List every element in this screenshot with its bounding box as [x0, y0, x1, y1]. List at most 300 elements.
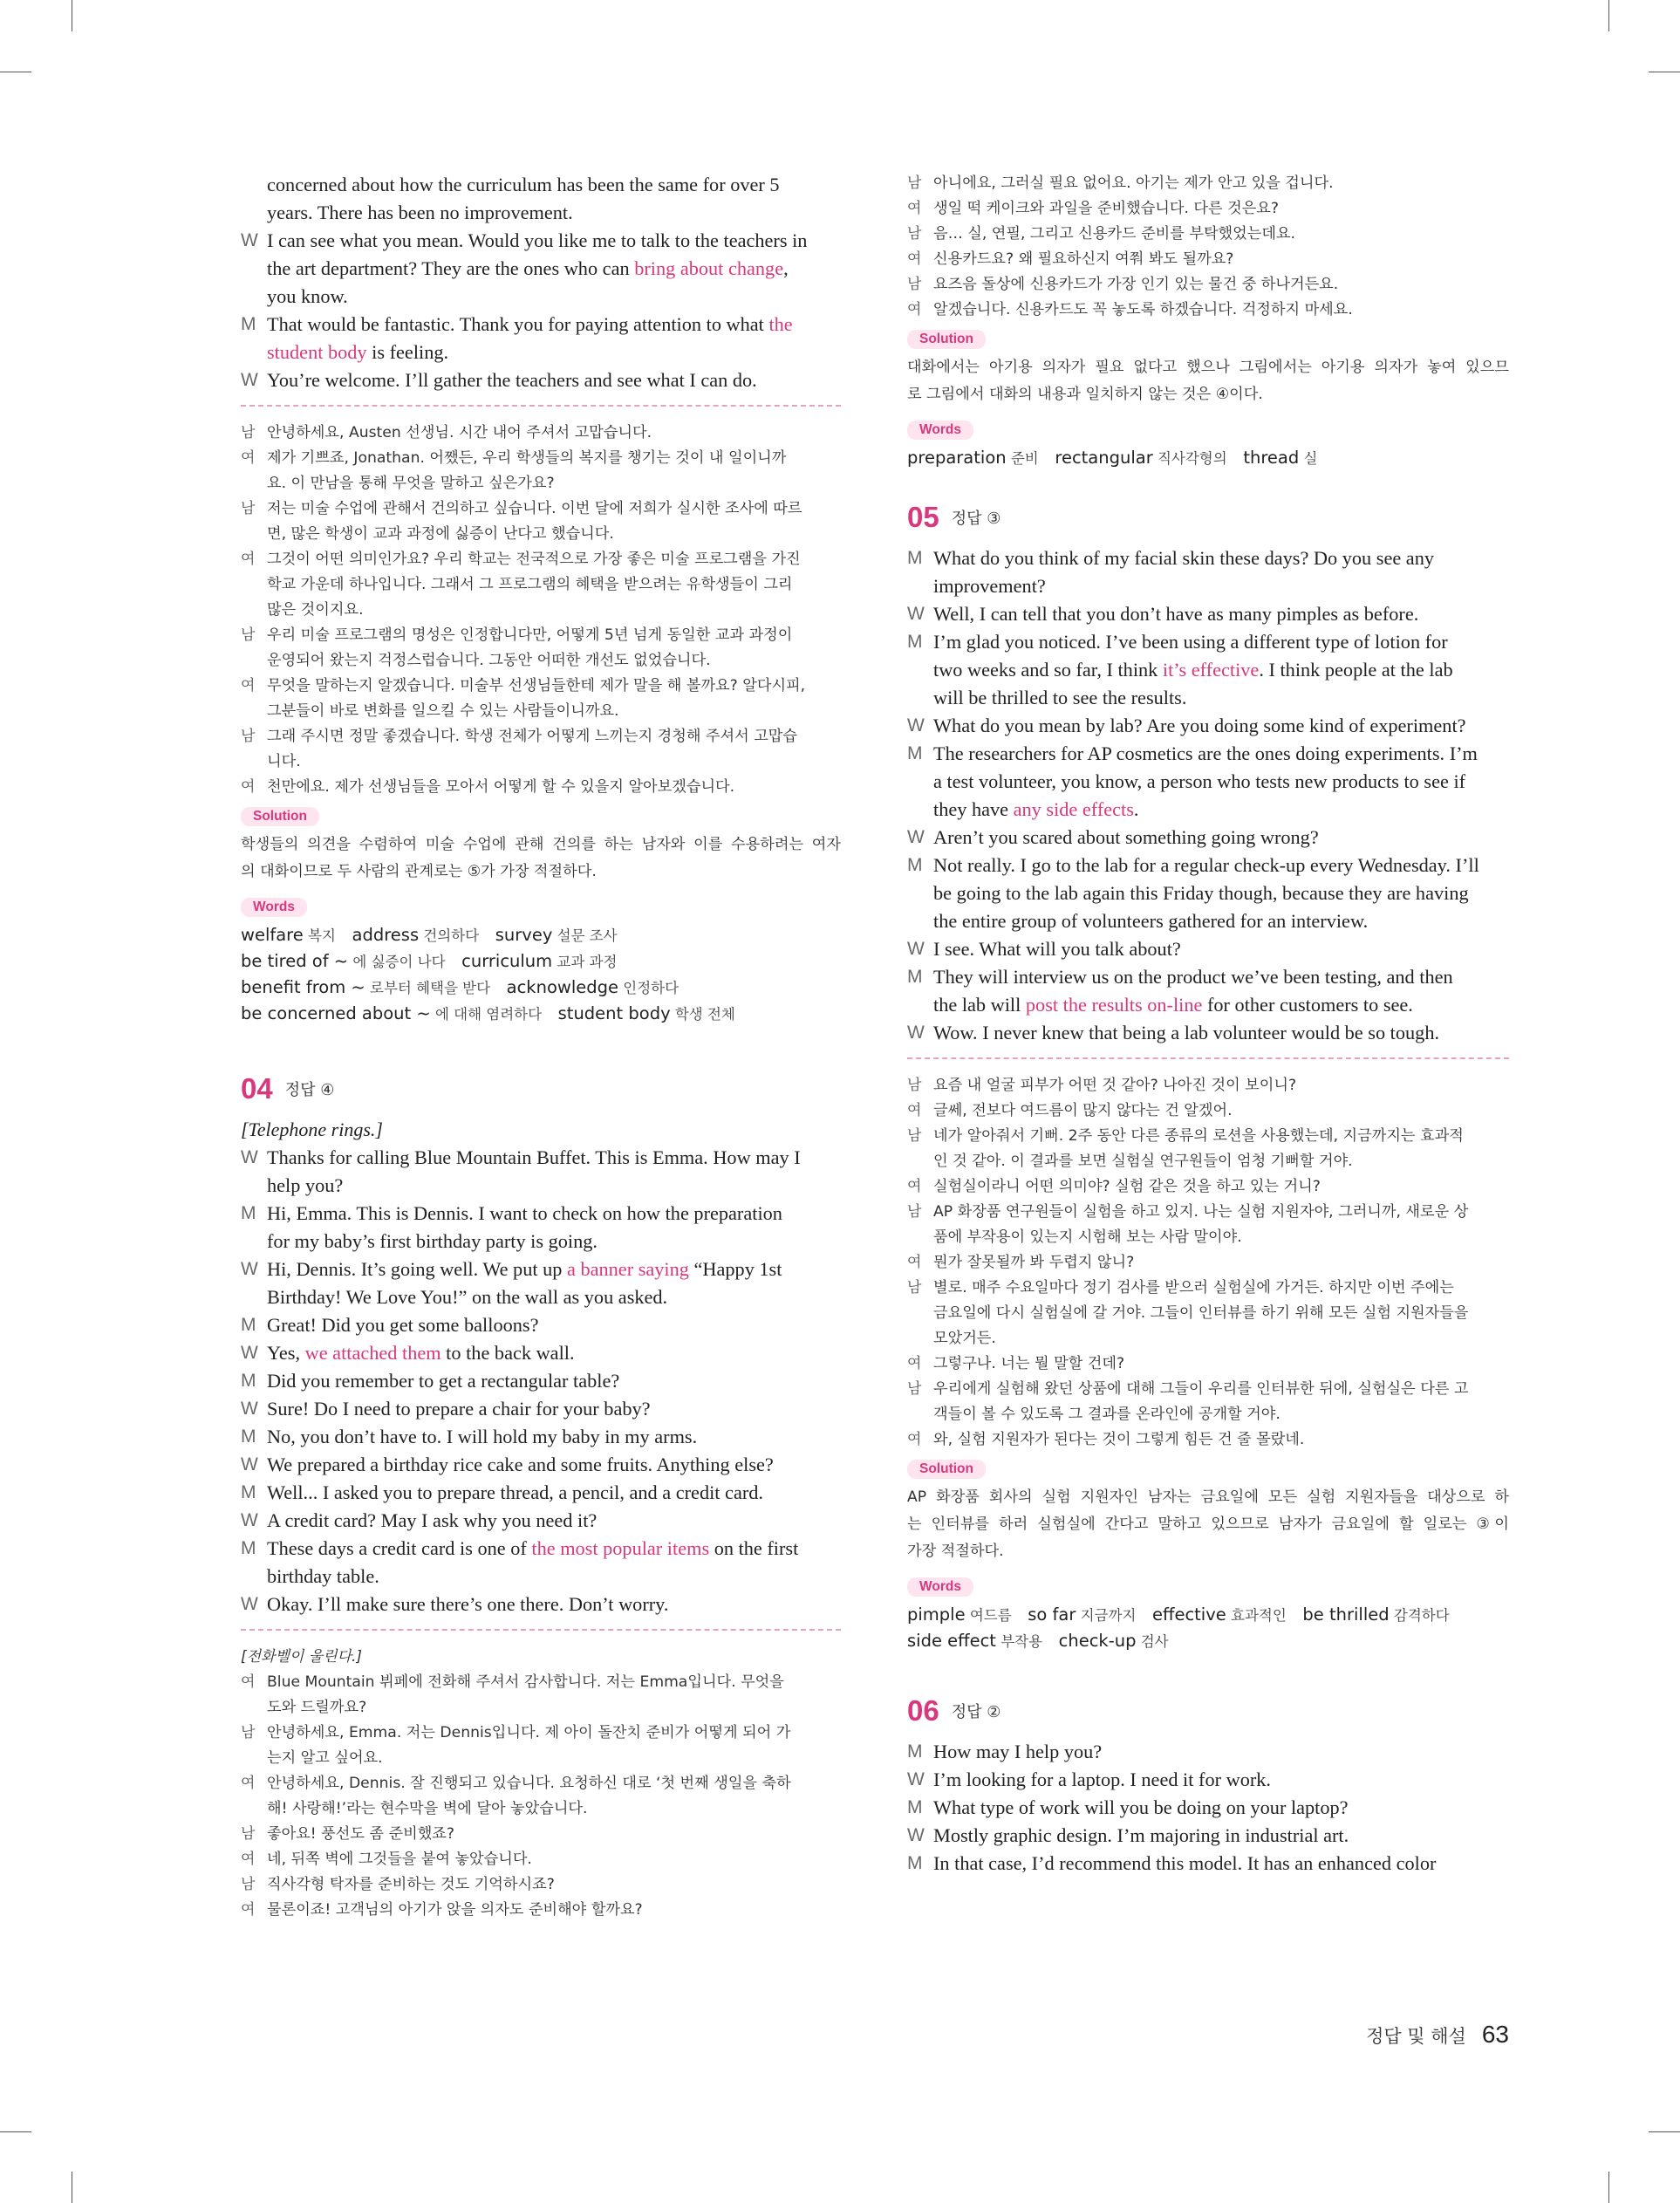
translation-text: 알겠습니다. 신용카드도 꼭 놓도록 하겠습니다. 걱정하지 마세요.: [933, 301, 1353, 318]
dialogue-line: [907, 656, 1509, 684]
translation-text: 아니에요, 그러실 필요 없어요. 아기는 제가 안고 있을 겁니다.: [933, 174, 1334, 192]
translation-line: [241, 749, 841, 775]
translation-line: [241, 547, 841, 572]
speaker-label: 여: [907, 1431, 922, 1448]
speaker-label: 여: [907, 301, 922, 318]
speaker-label: W: [907, 827, 925, 847]
translation-line: [907, 222, 1509, 247]
dialogue-line: [907, 628, 1509, 656]
speaker-label: M: [907, 1741, 923, 1762]
translation-line: [907, 1073, 1509, 1098]
translation-line: [907, 298, 1509, 323]
words-row: [907, 445, 1509, 471]
text-run: Thanks for calling Blue Mountain Buffet. This is Emma. How may I: [267, 1146, 801, 1168]
translation-line: [241, 1695, 841, 1721]
speaker-label: 여: [907, 1178, 922, 1195]
speaker-label: M: [241, 1426, 256, 1447]
word-en: so far: [1028, 1604, 1076, 1625]
speaker-label: 남: [907, 1077, 922, 1094]
word-ko: 감격하다: [1389, 1607, 1450, 1624]
highlighted-phrase: post the results on-line: [1025, 994, 1203, 1016]
text-run: In that case, I’d recommend this model. It has an enhanced color: [933, 1852, 1437, 1874]
text-run: Birthday! We Love You!” on the wall as you asked.: [267, 1286, 668, 1308]
dialogue-line: [241, 1591, 841, 1618]
word-en: side effect: [907, 1631, 996, 1651]
speaker-label: M: [907, 548, 923, 568]
word-en: student body: [557, 1003, 671, 1023]
translation-line: [907, 1174, 1509, 1200]
word-ko: 복지: [303, 927, 336, 944]
word-en: be concerned about ~: [241, 1003, 431, 1023]
translation-text: 저는 미술 수업에 관해서 건의하고 싶습니다. 이번 달에 저희가 실시한 조사에 따르: [267, 500, 802, 517]
speaker-label: 여: [907, 1254, 922, 1271]
translation-line: [907, 1149, 1509, 1174]
speaker-label: 여: [241, 1851, 256, 1868]
highlighted-phrase: the most popular items: [531, 1537, 710, 1559]
left-column: [241, 171, 841, 1923]
speaker-label: M: [907, 743, 923, 763]
translation-text: 그것이 어떤 의미인가요? 우리 학교는 전국적으로 가장 좋은 미술 프로그램을 가진: [267, 551, 801, 568]
text-run: . I think people at the lab: [1259, 659, 1453, 681]
translation-text: 요즈음 돌상에 신용카드가 가장 인기 있는 물건 중 하나거든요.: [933, 276, 1339, 293]
text-run: Well, I can tell that you don’t have as many pimples as before.: [933, 603, 1419, 625]
solution-line: AP 화장품 회사의 실험 지원자인 남자는 금요일에 모든 실험 지원자들을 대상으로 하: [907, 1488, 1509, 1506]
words-row: [241, 975, 841, 1001]
text-run: I’m glad you noticed. I’ve been using a different type of lotion for: [933, 631, 1448, 653]
speaker-label: 남: [241, 626, 256, 644]
text-run: Not really. I go to the lab for a regular check-up every Wednesday. I’ll: [933, 854, 1479, 876]
speaker-label: 남: [907, 1380, 922, 1398]
word-ko: 건의하다: [419, 927, 480, 944]
text-run: years. There has been no improvement.: [267, 202, 573, 223]
crop-mark: [0, 2131, 31, 2132]
dialogue-line: [241, 1367, 841, 1395]
translation-text: 와, 실험 지원자가 된다는 것이 그렇게 힘든 건 줄 몰랐네.: [933, 1431, 1305, 1448]
highlighted-phrase: it’s effective: [1162, 659, 1260, 681]
words-row: [907, 1602, 1509, 1628]
q05-translation: [907, 1073, 1509, 1453]
text-run: We prepared a birthday rice cake and some fruits. Anything else?: [267, 1454, 774, 1475]
dialogue-line: [241, 1395, 841, 1423]
speaker-label: 여: [907, 200, 922, 217]
translation-line: [241, 674, 841, 699]
word-ko: 여드름: [965, 1607, 1012, 1624]
translation-text: 그분들이 바로 변화를 일으킬 수 있는 사람들이니까요.: [267, 702, 619, 720]
dialogue-line: [241, 1451, 841, 1479]
translation-line: [907, 1402, 1509, 1427]
dialogue-line: [907, 1794, 1509, 1822]
translation-line: [241, 446, 841, 471]
translation-text: 많은 것이지요.: [267, 601, 364, 619]
translation-line: [907, 171, 1509, 196]
translation-text: 그렇구나. 너는 뭘 말할 건데?: [933, 1355, 1125, 1372]
text-run: “Happy 1st: [688, 1258, 782, 1280]
text-run: You’re welcome. I’ll gather the teachers and see what I can do.: [267, 369, 757, 391]
page-footer: [1366, 2021, 1509, 2049]
words-row: [907, 1628, 1509, 1654]
speaker-label: W: [907, 1769, 925, 1789]
translation-text: Blue Mountain 뷔페에 전화해 주셔서 감사합니다. 저는 Emma입니다. 무엇을: [267, 1673, 784, 1691]
speaker-label: M: [241, 1315, 256, 1335]
dialogue-line: [241, 1563, 841, 1591]
solution-label: Solution: [907, 1460, 986, 1479]
dialogue-line: [907, 935, 1509, 963]
translation-text: 무엇을 말하는지 알겠습니다. 미술부 선생님들한테 제가 말을 해 볼까요? 알다시피,: [267, 677, 806, 694]
text-run: you know.: [267, 285, 348, 307]
word-ko: 지금까지: [1076, 1607, 1137, 1624]
translation-line: [907, 1200, 1509, 1225]
text-run: A credit card? May I ask why you need it?: [267, 1509, 598, 1531]
dialogue-line: [241, 199, 841, 227]
dialogue-line: [241, 227, 841, 255]
translation-text: 학교 가운데 하나입니다. 그래서 그 프로그램의 혜택을 받으려는 유학생들이 그리: [267, 576, 793, 593]
crop-mark: [1649, 2131, 1680, 2132]
text-run: How may I help you?: [933, 1741, 1103, 1762]
speaker-label: 남: [241, 728, 256, 745]
dialogue-line: [241, 366, 841, 394]
q03-words: [241, 922, 841, 1027]
dialogue-line: [907, 684, 1509, 712]
divider: [241, 405, 841, 407]
word-en: be thrilled: [1302, 1604, 1390, 1625]
q05-number: 05: [907, 501, 939, 533]
text-run: be going to the lab again this Friday though, because they are having: [933, 882, 1469, 904]
translation-text: 요즘 내 얼굴 피부가 어떤 것 같아? 나아진 것이 보이니?: [933, 1077, 1297, 1094]
text-run: Mostly graphic design. I’m majoring in industrial art.: [933, 1824, 1349, 1846]
speaker-label: M: [241, 1538, 256, 1558]
q06-header: [907, 1694, 1509, 1733]
translation-text: AP 화장품 연구원들이 실험을 하고 있지. 나는 실험 지원자야, 그러니까, 새로운 상: [933, 1203, 1469, 1221]
speaker-label: 남: [241, 500, 256, 517]
translation-line: [241, 1822, 841, 1847]
translation-text: 우리에게 실험해 왔던 상품에 대해 그들이 우리를 인터뷰한 뒤에, 실험실은 다른 고: [933, 1380, 1469, 1398]
translation-text: 니다.: [267, 753, 301, 770]
words-row: [241, 1001, 841, 1027]
dialogue-line: [907, 824, 1509, 852]
q04-dialogue: [241, 1144, 841, 1618]
word-en: acknowledge: [506, 977, 619, 997]
text-run: for other customers to see.: [1202, 994, 1413, 1016]
translation-line: [241, 648, 841, 674]
translation-line: [241, 1746, 841, 1771]
word-ko: 직사각형의: [1152, 450, 1227, 467]
translation-line: [907, 1250, 1509, 1276]
translation-text: 실험실이라니 어떤 의미야? 실험 같은 것을 하고 있는 거니?: [933, 1178, 1321, 1195]
solution-label: Solution: [907, 330, 986, 349]
text-run: Great! Did you get some balloons?: [267, 1314, 539, 1336]
dialogue-line: [241, 1200, 841, 1228]
word-en: curriculum: [461, 951, 553, 971]
speaker-label: M: [241, 1203, 256, 1223]
speaker-label: M: [241, 1482, 256, 1502]
word-en: survey: [495, 925, 553, 945]
translation-text: 우리 미술 프로그램의 명성은 인정합니다만, 어떻게 5년 넘게 동일한 교과 과정이: [267, 626, 793, 644]
highlighted-phrase: we attached them: [304, 1342, 441, 1364]
speaker-label: 여: [907, 1102, 922, 1119]
translation-line: [907, 1377, 1509, 1402]
translation-text: 직사각형 탁자를 준비하는 것도 기억하시죠?: [267, 1876, 555, 1893]
dialogue-line: [907, 600, 1509, 628]
translation-line: [241, 522, 841, 547]
speaker-label: W: [241, 1399, 258, 1419]
word-ko: 설문 조사: [552, 927, 618, 944]
translation-line: [907, 1301, 1509, 1326]
dialogue-line: [907, 796, 1509, 824]
translation-text: 제가 기쁘죠, Jonathan. 어쨌든, 우리 학생들의 복지를 챙기는 것이 내 일이니까: [267, 449, 787, 467]
speaker-label: M: [907, 967, 923, 987]
speaker-label: 남: [241, 1876, 256, 1893]
translation-line: [907, 196, 1509, 222]
text-run: Did you remember to get a rectangular table?: [267, 1370, 620, 1392]
translation-text: 면, 많은 학생이 교과 과정에 싫증이 난다고 했습니다.: [267, 525, 614, 543]
text-run: Aren’t you scared about something going wrong?: [933, 826, 1319, 848]
solution-line: 학생들의 의견을 수렴하여 미술 수업에 관해 건의를 하는 남자와 이를 수용하려는 여자: [241, 836, 841, 853]
text-run: for my baby’s first birthday party is going.: [267, 1230, 598, 1252]
text-run: Hi, Dennis. It’s going well. We put up: [267, 1258, 567, 1280]
speaker-label: 여: [241, 449, 256, 467]
text-run: will be thrilled to see the results.: [933, 687, 1187, 708]
speaker-label: M: [907, 1853, 923, 1873]
text-run: Wow. I never knew that being a lab volunteer would be so tough.: [933, 1022, 1440, 1043]
dialogue-line: [241, 1423, 841, 1451]
dialogue-line: [907, 907, 1509, 935]
speaker-label: W: [907, 939, 925, 959]
word-en: address: [352, 925, 420, 945]
speaker-label: W: [241, 230, 258, 250]
dialogue-line: [907, 852, 1509, 879]
text-run: a test volunteer, you know, a person who tests new products to see if: [933, 770, 1466, 792]
speaker-label: M: [907, 632, 923, 652]
dialogue-line: [241, 339, 841, 366]
text-run: What type of work will you be doing on your laptop?: [933, 1796, 1349, 1818]
q04-words: [907, 445, 1509, 471]
translation-text: 별로. 매주 수요일마다 정기 검사를 받으러 실험실에 가거든. 하지만 이번 주에는: [933, 1279, 1454, 1296]
dialogue-line: [907, 572, 1509, 600]
right-column: [907, 171, 1509, 1878]
speaker-label: M: [907, 1797, 923, 1817]
word-en: rectangular: [1055, 448, 1153, 468]
dialogue-line: [907, 1850, 1509, 1878]
dialogue-line: [241, 1144, 841, 1172]
dialogue-line: [241, 1339, 841, 1367]
q05-answer: 정답 ③: [951, 510, 1001, 528]
q03-dialogue-end: [241, 171, 841, 394]
text-run: they have: [933, 798, 1014, 820]
speaker-label: W: [907, 715, 925, 735]
dialogue-line: [907, 712, 1509, 740]
dialogue-line: [907, 1738, 1509, 1766]
translation-text: 해! 사랑해!’라는 현수막을 벽에 달아 놓았습니다.: [267, 1800, 588, 1817]
speaker-label: 남: [907, 1203, 922, 1221]
translation-line: [241, 623, 841, 648]
speaker-label: 여: [241, 1673, 256, 1691]
q06-dialogue: [907, 1738, 1509, 1878]
translation-line: [241, 598, 841, 623]
dialogue-line: [241, 255, 841, 283]
speaker-label: W: [241, 1343, 258, 1363]
text-run: Yes,: [267, 1342, 305, 1364]
words-label: Words: [907, 421, 973, 440]
speaker-label: W: [907, 1825, 925, 1845]
translation-text: 도와 드릴까요?: [267, 1699, 367, 1716]
dialogue-line: [241, 283, 841, 311]
translation-text: 뭔가 잘못될까 봐 두렵지 않니?: [933, 1254, 1135, 1271]
q04-translation: [241, 1670, 841, 1923]
speaker-label: M: [907, 855, 923, 875]
footer-label: 정답 및 해설: [1366, 2026, 1466, 2047]
text-run: What do you mean by lab? Are you doing some kind of experiment?: [933, 715, 1466, 736]
translation-text: 물론이죠! 고객님의 아기가 앉을 의자도 준비해야 할까요?: [267, 1901, 643, 1919]
highlighted-phrase: student body: [267, 341, 367, 363]
dialogue-line: [907, 991, 1509, 1019]
translation-line: [241, 1872, 841, 1898]
translation-text: 음… 실, 연필, 그리고 신용카드 준비를 부탁했었는데요.: [933, 225, 1296, 243]
translation-line: [241, 421, 841, 446]
speaker-label: M: [241, 314, 256, 334]
page-number: 63: [1481, 2021, 1509, 2048]
speaker-label: 남: [907, 174, 922, 192]
divider: [907, 1057, 1509, 1059]
translation-line: [241, 1771, 841, 1796]
solution-line: 는 인터뷰를 하러 실험실에 간다고 말하고 있으므로 남자가 금요일에 할 일로는 ③이: [907, 1515, 1509, 1533]
speaker-label: 여: [241, 677, 256, 694]
translation-text: 천만에요. 제가 선생님들을 모아서 어떻게 할 수 있을지 알아보겠습니다.: [267, 778, 735, 796]
dialogue-line: [241, 1311, 841, 1339]
text-run: to the back wall.: [440, 1342, 575, 1364]
text-run: concerned about how the curriculum has been the same for over 5: [267, 174, 780, 195]
word-ko: 학생 전체: [670, 1006, 735, 1023]
text-run: What do you think of my facial skin these days? Do you see any: [933, 547, 1435, 569]
speaker-label: 여: [241, 1775, 256, 1792]
speaker-label: 여: [907, 250, 922, 268]
highlighted-phrase: the: [768, 313, 793, 335]
word-ko: 부작용: [995, 1633, 1043, 1650]
translation-text: 객들이 볼 수 있도록 그 결과를 온라인에 공개할 거야.: [933, 1406, 1280, 1423]
word-en: check-up: [1058, 1631, 1137, 1651]
text-run: help you?: [267, 1174, 344, 1196]
dialogue-line: [241, 1255, 841, 1283]
solution-line: 대화에서는 아기용 의자가 필요 없다고 했으나 그림에서는 아기용 의자가 놓여 있으므: [907, 359, 1509, 376]
translation-line: [907, 1351, 1509, 1377]
highlighted-phrase: any side effects: [1013, 798, 1134, 820]
translation-text: 네가 알아줘서 기뻐. 2주 동안 다른 종류의 로션을 사용했는데, 지금까지는 효과적: [933, 1127, 1464, 1145]
text-run: ,: [783, 257, 789, 279]
translation-line: [907, 1276, 1509, 1301]
translation-text: 네, 뒤쪽 벽에 그것들을 붙여 놓았습니다.: [267, 1851, 532, 1868]
text-run: That would be fantastic. Thank you for paying attention to what: [267, 313, 769, 335]
speaker-label: W: [241, 1454, 258, 1474]
translation-line: [241, 1898, 841, 1923]
dialogue-line: [241, 1535, 841, 1563]
text-run: the entire group of volunteers gathered for an interview.: [933, 910, 1369, 932]
dialogue-line: [907, 544, 1509, 572]
text-run: birthday table.: [267, 1565, 379, 1587]
text-run: improvement?: [933, 575, 1046, 597]
q05-dialogue: [907, 544, 1509, 1047]
word-ko: 인정하다: [618, 980, 680, 996]
speaker-label: W: [907, 604, 925, 624]
speaker-label: 남: [907, 1279, 922, 1296]
translation-line: [241, 1796, 841, 1822]
translation-text: 신용카드요? 왜 필요하신지 여쭤 봐도 될까요?: [933, 250, 1234, 268]
translation-text: 금요일에 다시 실험실에 갈 거야. 그들이 인터뷰를 하기 위해 모든 실험 지원자들을: [933, 1304, 1469, 1322]
text-run: the art department? They are the ones who can: [267, 257, 635, 279]
translation-text: 요. 이 만남을 통해 무엇을 말하고 싶은가요?: [267, 475, 555, 492]
speaker-label: M: [241, 1371, 256, 1391]
speaker-label: W: [907, 1023, 925, 1043]
dialogue-line: [907, 1822, 1509, 1850]
translation-text: 품에 부작용이 있는지 시험해 보는 사람 말이야.: [933, 1228, 1242, 1246]
text-run: These days a credit card is one of: [267, 1537, 532, 1559]
translation-text: 안녕하세요, Dennis. 잘 진행되고 있습니다. 요청하신 대로 ‘첫 번째 생일을 축하: [267, 1775, 791, 1792]
speaker-label: 남: [241, 1825, 256, 1843]
speaker-label: W: [241, 1510, 258, 1530]
translation-line: [241, 724, 841, 749]
translation-line: [241, 1670, 841, 1695]
dialogue-line: [241, 171, 841, 199]
q05-header: [907, 501, 1509, 539]
translation-text: 안녕하세요, Austen 선생님. 시간 내어 주셔서 고맙습니다.: [267, 424, 652, 441]
speaker-label: W: [241, 1594, 258, 1614]
speaker-label: 남: [241, 424, 256, 441]
q06-number: 06: [907, 1694, 939, 1727]
translation-text: 좋아요! 풍선도 좀 준비했죠?: [267, 1825, 455, 1843]
dialogue-line: [241, 1172, 841, 1200]
q04-stage-direction-ko: [전화벨이 울린다.]: [241, 1648, 363, 1666]
translation-text: 글쎄, 전보다 여드름이 많지 않다는 건 알겠어.: [933, 1102, 1233, 1119]
text-run: .: [1133, 798, 1139, 820]
words-row: [241, 922, 841, 948]
q05-words: [907, 1602, 1509, 1654]
text-run: on the first: [709, 1537, 799, 1559]
speaker-label: 여: [241, 1901, 256, 1919]
q04-stage-direction: [Telephone rings.]: [241, 1119, 383, 1140]
word-ko: 실: [1299, 450, 1318, 467]
dialogue-line: [241, 1479, 841, 1507]
text-run: Well... I asked you to prepare thread, a pencil, and a credit card.: [267, 1481, 763, 1503]
word-en: effective: [1152, 1604, 1226, 1625]
text-run: Sure! Do I need to prepare a chair for your baby?: [267, 1398, 651, 1420]
solution-line: 가장 적절하다.: [907, 1543, 1004, 1560]
q03-translation: [241, 421, 841, 800]
translation-text: 인 것 같아. 이 결과를 보면 실험실 연구원들이 엄청 기뻐할 거야.: [933, 1153, 1353, 1170]
crop-mark: [1608, 0, 1609, 31]
word-ko: 준비: [1006, 450, 1039, 467]
translation-line: [241, 1721, 841, 1746]
word-en: preparation: [907, 448, 1007, 468]
translation-line: [907, 1225, 1509, 1250]
text-run: They will interview us on the product we’ve been testing, and then: [933, 966, 1453, 988]
crop-mark: [1608, 2172, 1609, 2203]
dialogue-line: [241, 1283, 841, 1311]
q04-number: 04: [241, 1072, 273, 1105]
translation-line: [907, 247, 1509, 272]
dialogue-line: [907, 1766, 1509, 1794]
speaker-label: 남: [907, 225, 922, 243]
words-label: Words: [241, 898, 307, 917]
translation-line: [241, 699, 841, 724]
dialogue-line: [907, 740, 1509, 768]
translation-text: 그래 주시면 정말 좋겠습니다. 학생 전체가 어떻게 느끼는지 경청해 주셔서 고맙습: [267, 728, 798, 745]
words-row: [241, 948, 841, 975]
text-run: two weeks and so far, I think: [933, 659, 1163, 681]
dialogue-line: [907, 963, 1509, 991]
q04-solution: [907, 354, 1509, 408]
speaker-label: 여: [241, 551, 256, 568]
speaker-label: 남: [907, 1127, 922, 1145]
dialogue-line: [907, 768, 1509, 796]
word-ko: 검사: [1136, 1633, 1169, 1650]
